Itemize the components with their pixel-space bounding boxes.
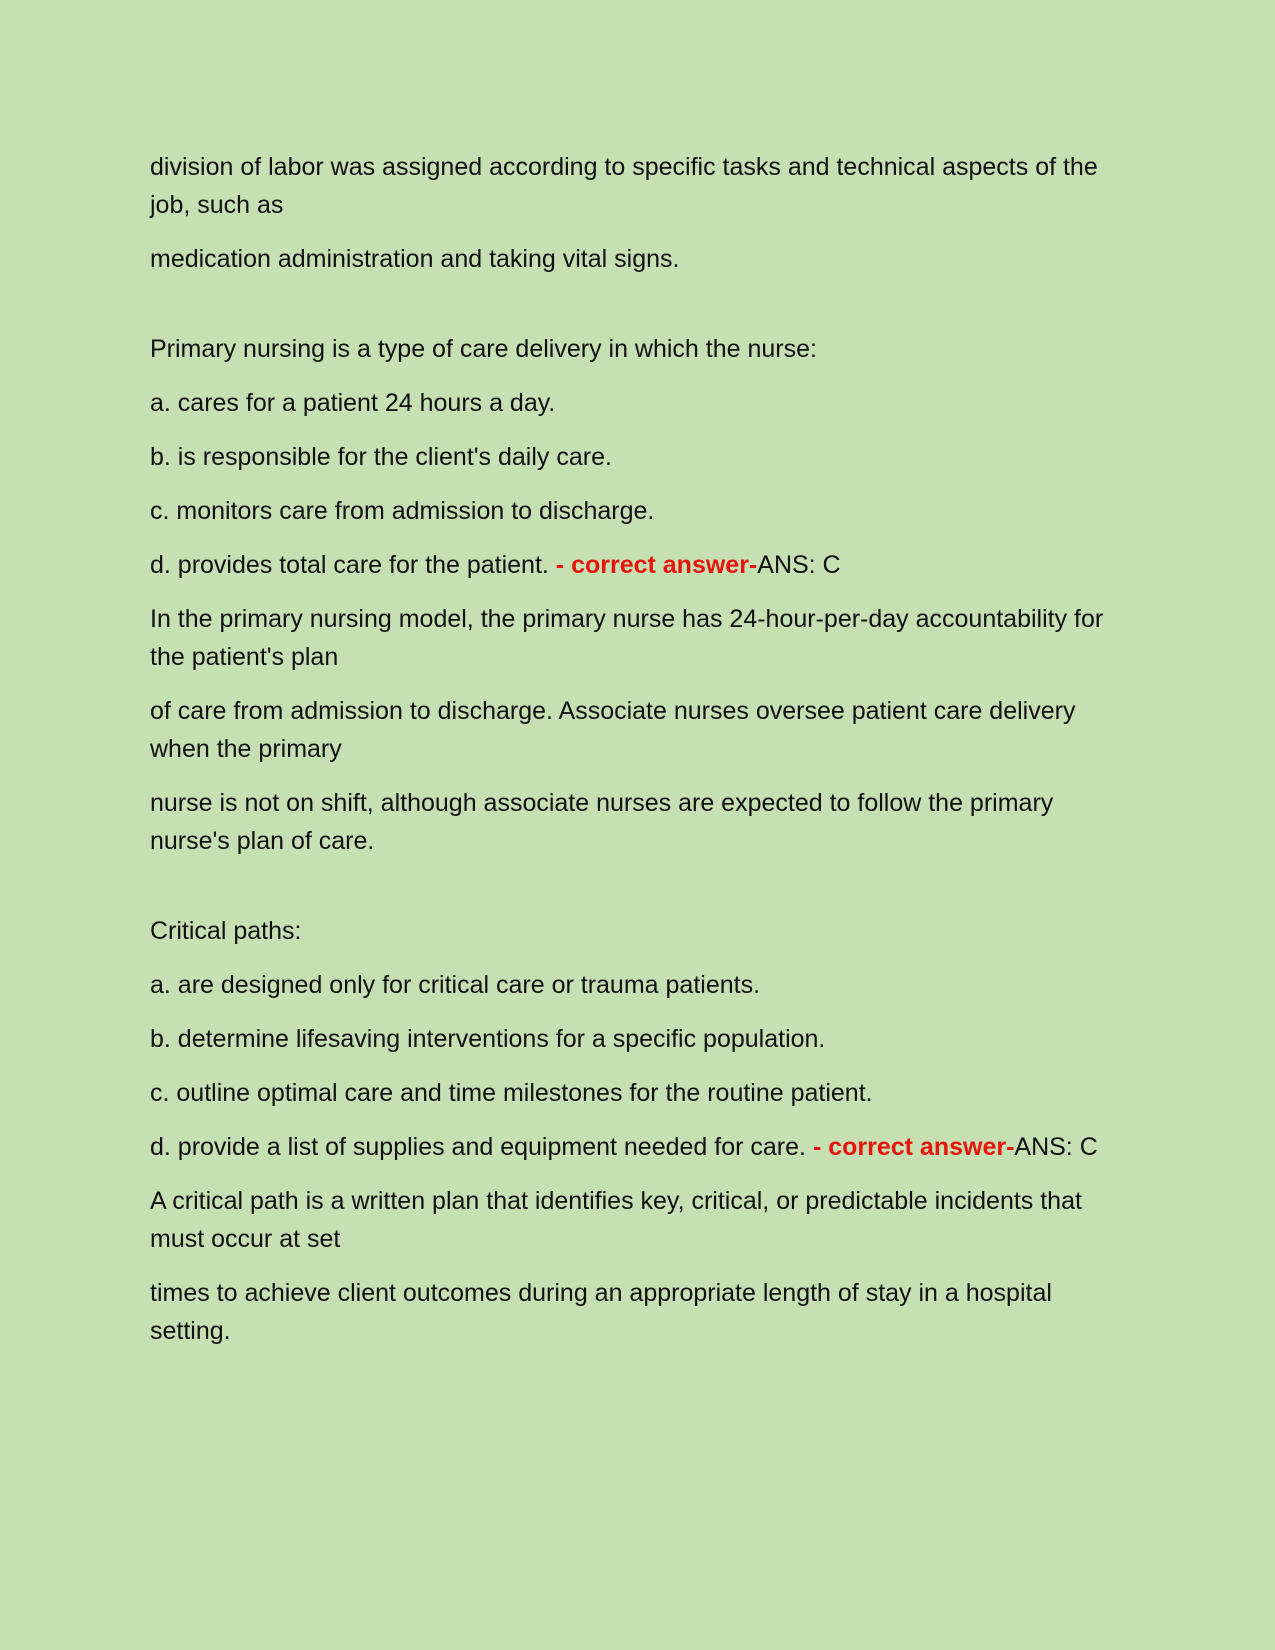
q2-option-c: c. outline optimal care and time milestones for the routine patient.	[150, 1079, 873, 1107]
q2-option-d: d. provide a list of supplies and equipment needed for care.	[150, 1133, 806, 1161]
q1-stem: Primary nursing is a type of care delivery in which the nurse:	[150, 335, 817, 363]
q2-stem: Critical paths:	[150, 917, 302, 945]
q1-answer-tag: - correct answer-	[555, 551, 758, 579]
q2-option-d-line	[150, 1128, 1135, 1166]
q1-rationale-1: In the primary nursing model, the primary nurse has 24-hour-per-day accountability for the patient's plan	[150, 605, 1104, 671]
section-spacer	[150, 294, 1125, 330]
q1-option-c: c. monitors care from admission to discharge.	[150, 497, 655, 525]
q2-option-a: a. are designed only for critical care or trauma patients.	[150, 971, 761, 999]
q1-answer: ANS: C	[757, 551, 841, 579]
intro-line-2: medication administration and taking vital signs.	[150, 245, 680, 273]
q2-answer: ANS: C	[1014, 1133, 1098, 1161]
q2-option-b: b. determine lifesaving interventions for a specific population.	[150, 1025, 826, 1053]
q2-answer-tag: - correct answer-	[812, 1133, 1015, 1161]
q1-option-a: a. cares for a patient 24 hours a day.	[150, 389, 556, 417]
q1-option-d-line	[150, 546, 1135, 584]
q1-rationale-3: nurse is not on shift, although associate nurses are expected to follow the primary nurse's plan of care.	[150, 789, 1054, 855]
q1-option-b: b. is responsible for the client's daily care.	[150, 443, 612, 471]
intro-line-1: division of labor was assigned according to specific tasks and technical aspects of the job, such as	[150, 153, 1098, 219]
section-spacer	[150, 876, 1125, 912]
q2-rationale-2: times to achieve client outcomes during an appropriate length of stay in a hospital setting.	[150, 1279, 1052, 1345]
q2-rationale-1: A critical path is a written plan that identifies key, critical, or predictable incidents that must occur at set	[150, 1187, 1082, 1253]
q1-rationale-2: of care from admission to discharge. Associate nurses oversee patient care delivery when the primary	[150, 697, 1076, 763]
q1-option-d: d. provides total care for the patient.	[150, 551, 549, 579]
